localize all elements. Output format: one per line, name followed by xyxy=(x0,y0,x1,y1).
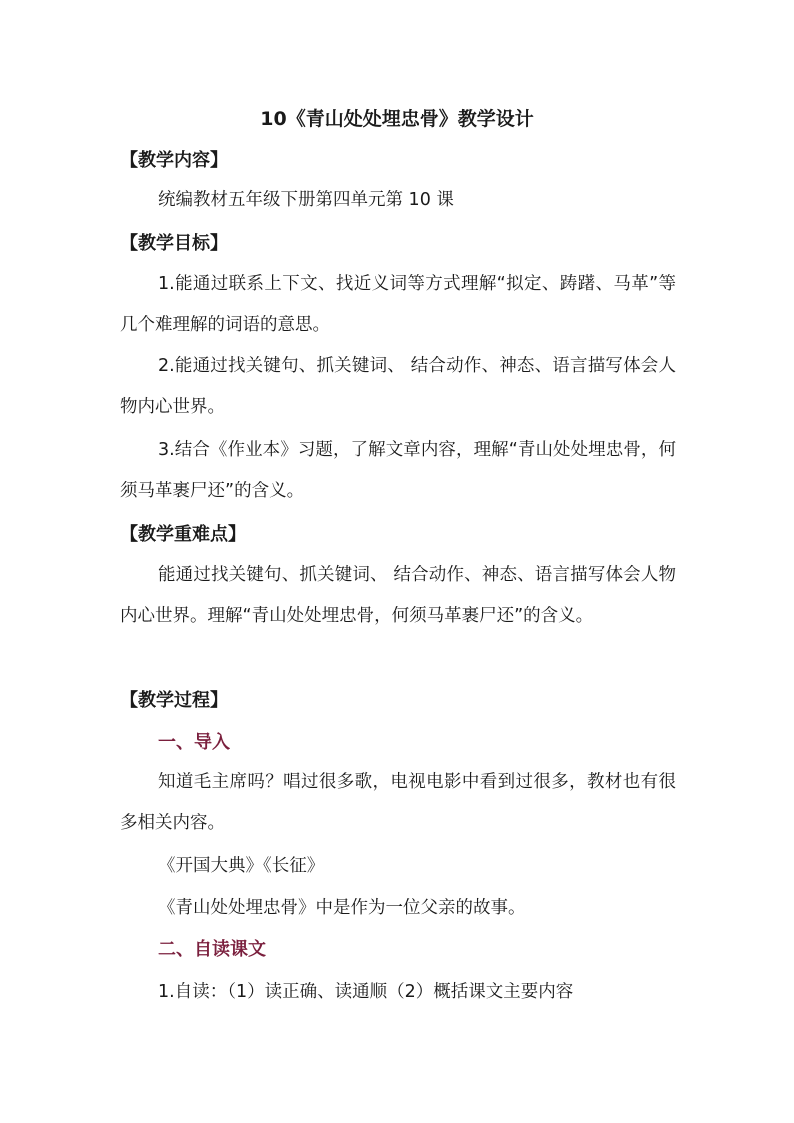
document-title: 10《青山处处埋忠骨》教学设计 xyxy=(260,108,534,130)
process-part1-line2: 《青山处处埋忠骨》中是作为一位父亲的故事。 xyxy=(158,898,526,918)
process-part1-heading: 一、导入 xyxy=(158,732,230,753)
content-text: 统编教材五年级下册第四单元第 10 课 xyxy=(158,190,454,210)
process-part1-line1: 《开国大典》《长征》 xyxy=(158,856,325,876)
key-points-text: 能通过找关键句、抓关键词、 结合动作、神态、语言描写体会人物内心世界。理解“青山处处埋忠骨，何须马革裹尸还”的含义。 xyxy=(120,565,676,626)
goal-item-2: 2.能通过找关键句、抓关键词、 结合动作、神态、语言描写体会人物内心世界。 xyxy=(120,356,676,417)
goal-item-1: 1.能通过联系上下文、找近义词等方式理解“拟定、踌躇、马革”等几个难理解的词语的意思。 xyxy=(120,274,676,335)
section-heading-content: 【教学内容】 xyxy=(120,150,228,171)
section-heading-key-points: 【教学重难点】 xyxy=(120,524,246,545)
goal-item-3: 3.结合《作业本》习题，了解文章内容，理解“青山处处埋忠骨，何须马革裹尸还”的含义。 xyxy=(120,440,676,501)
process-part2-heading: 二、自读课文 xyxy=(158,939,266,960)
process-part2-line1: 1.自读：（1）读正确、读通顺（2）概括课文主要内容 xyxy=(158,982,574,1002)
process-part1-para: 知道毛主席吗？唱过很多歌，电视电影中看到过很多，教材也有很多相关内容。 xyxy=(120,772,676,833)
section-heading-process: 【教学过程】 xyxy=(120,690,228,711)
section-heading-goals: 【教学目标】 xyxy=(120,233,228,254)
